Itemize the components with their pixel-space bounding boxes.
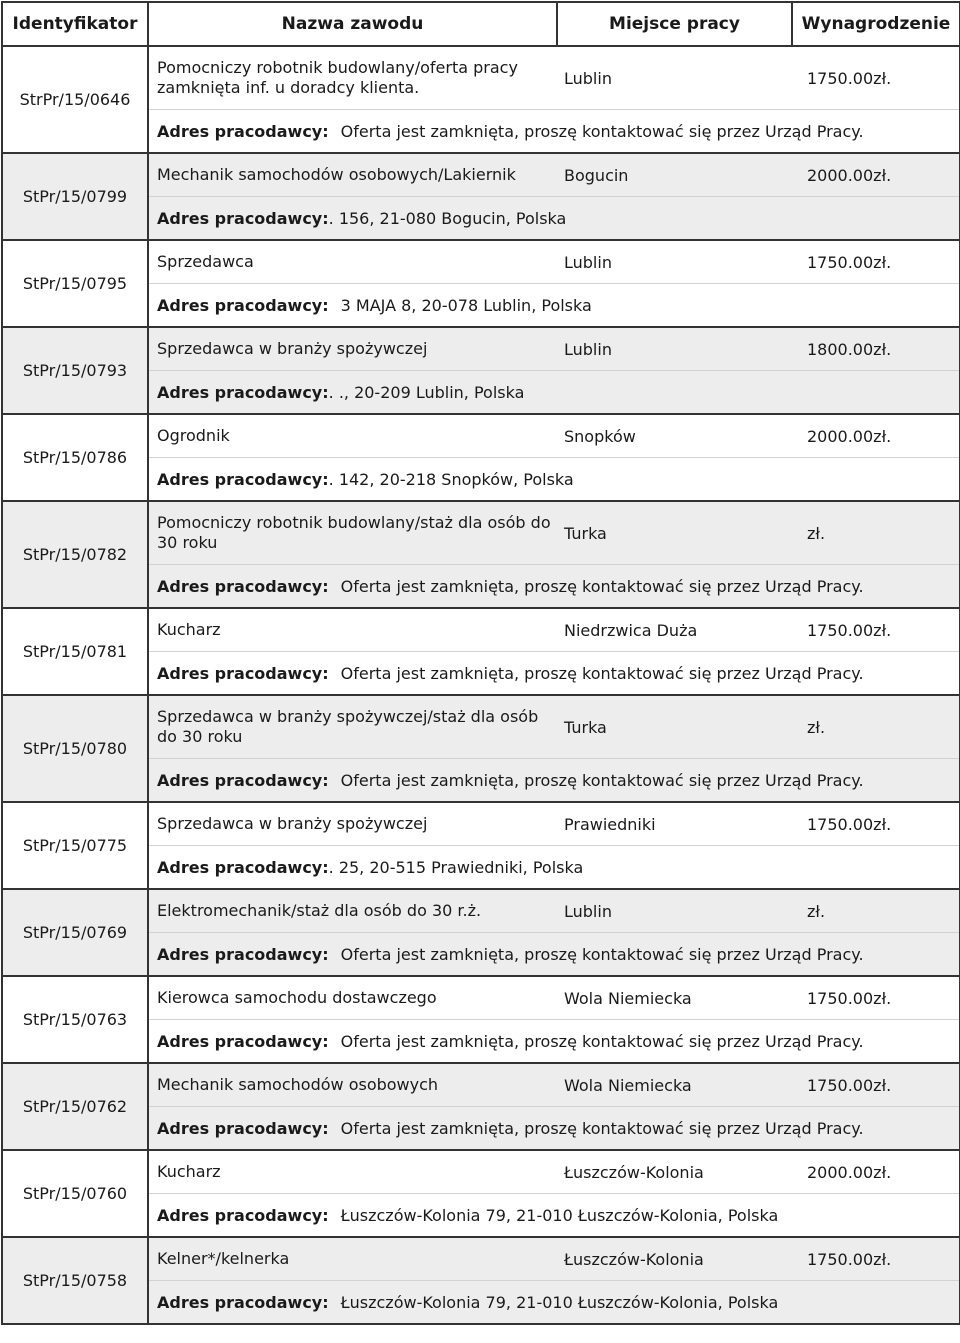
job-details-cell (148, 976, 960, 1063)
job-details-cell (148, 889, 960, 976)
job-identifier: StPr/15/0758 (2, 1237, 148, 1324)
table-row (2, 889, 960, 976)
job-identifier: StPr/15/0775 (2, 802, 148, 889)
job-location: Snopków (564, 426, 636, 446)
job-title: Sprzedawca w branży spożywczej (157, 339, 428, 358)
employer-address-label: Adres pracodawcy: (157, 1118, 329, 1138)
employer-address: . 25, 20-515 Prawiedniki, Polska (328, 857, 584, 877)
employer-address-line (149, 1281, 959, 1323)
job-main-line (149, 1238, 959, 1281)
job-title: Sprzedawca w branży spożywczej (157, 814, 428, 833)
employer-address: . ., 20-209 Lublin, Polska (328, 382, 525, 402)
job-identifier: StPr/15/0786 (2, 414, 148, 501)
job-main-line (149, 1151, 959, 1194)
header-miejsce-pracy: Miejsce pracy (557, 2, 792, 46)
job-location: Lublin (564, 339, 612, 359)
employer-address-line (149, 197, 959, 239)
header-nazwa-zawodu: Nazwa zawodu (148, 2, 557, 46)
job-location: Łuszczów-Kolonia (564, 1249, 704, 1269)
employer-address-line (149, 284, 959, 326)
job-salary: 1750.00zł. (807, 620, 892, 640)
job-main-line (149, 328, 959, 371)
job-identifier: StPr/15/0763 (2, 976, 148, 1063)
job-title: Mechanik samochodów osobowych (157, 1075, 439, 1094)
job-location: Niedrzwica Duża (564, 620, 698, 640)
job-title: Kucharz (157, 620, 221, 639)
employer-address: Oferta jest zamknięta, proszę kontaktować się przez Urząd Pracy. (340, 944, 864, 964)
job-main-line (149, 803, 959, 846)
job-location: Prawiedniki (564, 814, 656, 834)
table-header-row (2, 2, 960, 46)
employer-address-line (149, 1107, 959, 1149)
job-location: Lublin (564, 901, 612, 921)
job-main-line (149, 502, 959, 565)
job-salary: 1750.00zł. (807, 252, 892, 272)
job-salary: 2000.00zł. (807, 426, 892, 446)
job-identifier: StPr/15/0781 (2, 608, 148, 695)
employer-address: Oferta jest zamknięta, proszę kontaktować się przez Urząd Pracy. (340, 1031, 864, 1051)
job-title: Ogrodnik (157, 426, 230, 445)
job-details-cell (148, 608, 960, 695)
job-location: Wola Niemiecka (564, 1075, 692, 1095)
employer-address-label: Adres pracodawcy: (157, 1205, 329, 1225)
job-details-cell (148, 1063, 960, 1150)
job-main-line (149, 696, 959, 759)
job-main-line (149, 47, 959, 110)
table-row (2, 240, 960, 327)
job-location: Wola Niemiecka (564, 988, 692, 1008)
table-row (2, 1063, 960, 1150)
job-details-cell (148, 1150, 960, 1237)
employer-address-line (149, 933, 959, 975)
job-location: Bogucin (564, 165, 629, 185)
table-body (2, 46, 960, 1324)
table-row (2, 695, 960, 802)
job-title: Sprzedawca w branży spożywczej/staż dla osób do 30 roku (157, 707, 539, 746)
employer-address-line (149, 1194, 959, 1236)
job-details-cell (148, 414, 960, 501)
job-identifier: StPr/15/0799 (2, 153, 148, 240)
job-salary: 1750.00zł. (807, 988, 892, 1008)
header-identyfikator: Identyfikator (2, 2, 148, 46)
job-details-cell (148, 1237, 960, 1324)
job-main-line (149, 415, 959, 458)
job-salary: zł. (807, 523, 826, 543)
job-title: Kucharz (157, 1162, 221, 1181)
job-identifier: StPr/15/0795 (2, 240, 148, 327)
employer-address: . 142, 20-218 Snopków, Polska (328, 469, 574, 489)
job-main-line (149, 241, 959, 284)
job-identifier: StPr/15/0793 (2, 327, 148, 414)
job-identifier: StPr/15/0762 (2, 1063, 148, 1150)
employer-address: Łuszczów-Kolonia 79, 21-010 Łuszczów-Kolonia, Polska (340, 1205, 779, 1225)
job-salary: 1750.00zł. (807, 1075, 892, 1095)
job-details-cell (148, 46, 960, 153)
job-main-line (149, 890, 959, 933)
job-title: Kelner*/kelnerka (157, 1249, 290, 1268)
employer-address-label: Adres pracodawcy: (157, 944, 329, 964)
job-location: Łuszczów-Kolonia (564, 1162, 704, 1182)
employer-address-line (149, 652, 959, 694)
employer-address-label: Adres pracodawcy: (157, 770, 329, 790)
table-row (2, 1237, 960, 1324)
job-identifier: StPr/15/0760 (2, 1150, 148, 1237)
job-salary: 2000.00zł. (807, 1162, 892, 1182)
job-details-cell (148, 327, 960, 414)
employer-address: Oferta jest zamknięta, proszę kontaktować się przez Urząd Pracy. (340, 576, 864, 596)
job-main-line (149, 154, 959, 197)
job-identifier: StrPr/15/0646 (2, 46, 148, 153)
employer-address-label: Adres pracodawcy: (157, 857, 329, 877)
employer-address-label: Adres pracodawcy: (157, 469, 329, 489)
employer-address: Oferta jest zamknięta, proszę kontaktować się przez Urząd Pracy. (340, 1118, 864, 1138)
job-location: Lublin (564, 68, 612, 88)
employer-address-label: Adres pracodawcy: (157, 663, 329, 683)
job-title: Pomocniczy robotnik budowlany/oferta pracy zamknięta inf. u doradcy klienta. (157, 58, 518, 97)
employer-address-line (149, 565, 959, 607)
employer-address: Oferta jest zamknięta, proszę kontaktować się przez Urząd Pracy. (340, 770, 864, 790)
table-row (2, 608, 960, 695)
job-title: Mechanik samochodów osobowych/Lakiernik (157, 165, 516, 184)
employer-address: Oferta jest zamknięta, proszę kontaktować się przez Urząd Pracy. (340, 663, 864, 683)
job-salary: 1750.00zł. (807, 814, 892, 834)
employer-address-label: Adres pracodawcy: (157, 1031, 329, 1051)
job-title: Elektromechanik/staż dla osób do 30 r.ż. (157, 901, 482, 920)
job-details-cell (148, 240, 960, 327)
table-row (2, 976, 960, 1063)
employer-address: Łuszczów-Kolonia 79, 21-010 Łuszczów-Kolonia, Polska (340, 1292, 779, 1312)
employer-address-label: Adres pracodawcy: (157, 1292, 329, 1312)
job-details-cell (148, 695, 960, 802)
job-location: Turka (564, 717, 607, 737)
employer-address: 3 MAJA 8, 20-078 Lublin, Polska (340, 295, 592, 315)
job-salary: 1750.00zł. (807, 68, 892, 88)
job-details-cell (148, 153, 960, 240)
job-salary: 1800.00zł. (807, 339, 892, 359)
table-row (2, 327, 960, 414)
job-location: Turka (564, 523, 607, 543)
job-identifier: StPr/15/0782 (2, 501, 148, 608)
table-row (2, 501, 960, 608)
job-details-cell (148, 802, 960, 889)
table-row (2, 414, 960, 501)
job-main-line (149, 977, 959, 1020)
employer-address-label: Adres pracodawcy: (157, 295, 329, 315)
job-salary: zł. (807, 901, 826, 921)
table-row (2, 1150, 960, 1237)
employer-address-line (149, 371, 959, 413)
job-offers-table (1, 1, 960, 1325)
employer-address-line (149, 759, 959, 801)
header-wynagrodzenie: Wynagrodzenie (792, 2, 960, 46)
employer-address-line (149, 1020, 959, 1062)
employer-address: . 156, 21-080 Bogucin, Polska (328, 208, 567, 228)
job-location: Lublin (564, 252, 612, 272)
job-main-line (149, 609, 959, 652)
job-details-cell (148, 501, 960, 608)
job-identifier: StPr/15/0769 (2, 889, 148, 976)
job-main-line (149, 1064, 959, 1107)
table-row (2, 802, 960, 889)
job-salary: 1750.00zł. (807, 1249, 892, 1269)
table-row (2, 46, 960, 153)
job-identifier: StPr/15/0780 (2, 695, 148, 802)
employer-address-label: Adres pracodawcy: (157, 382, 329, 402)
employer-address-line (149, 110, 959, 152)
job-title: Pomocniczy robotnik budowlany/staż dla osób do 30 roku (157, 513, 551, 552)
job-salary: zł. (807, 717, 826, 737)
employer-address-line (149, 458, 959, 500)
employer-address-line (149, 846, 959, 888)
job-title: Kierowca samochodu dostawczego (157, 988, 437, 1007)
employer-address: Oferta jest zamknięta, proszę kontaktować się przez Urząd Pracy. (340, 121, 864, 141)
employer-address-label: Adres pracodawcy: (157, 208, 329, 228)
job-title: Sprzedawca (157, 252, 254, 271)
employer-address-label: Adres pracodawcy: (157, 576, 329, 596)
table-row (2, 153, 960, 240)
employer-address-label: Adres pracodawcy: (157, 121, 329, 141)
job-salary: 2000.00zł. (807, 165, 892, 185)
